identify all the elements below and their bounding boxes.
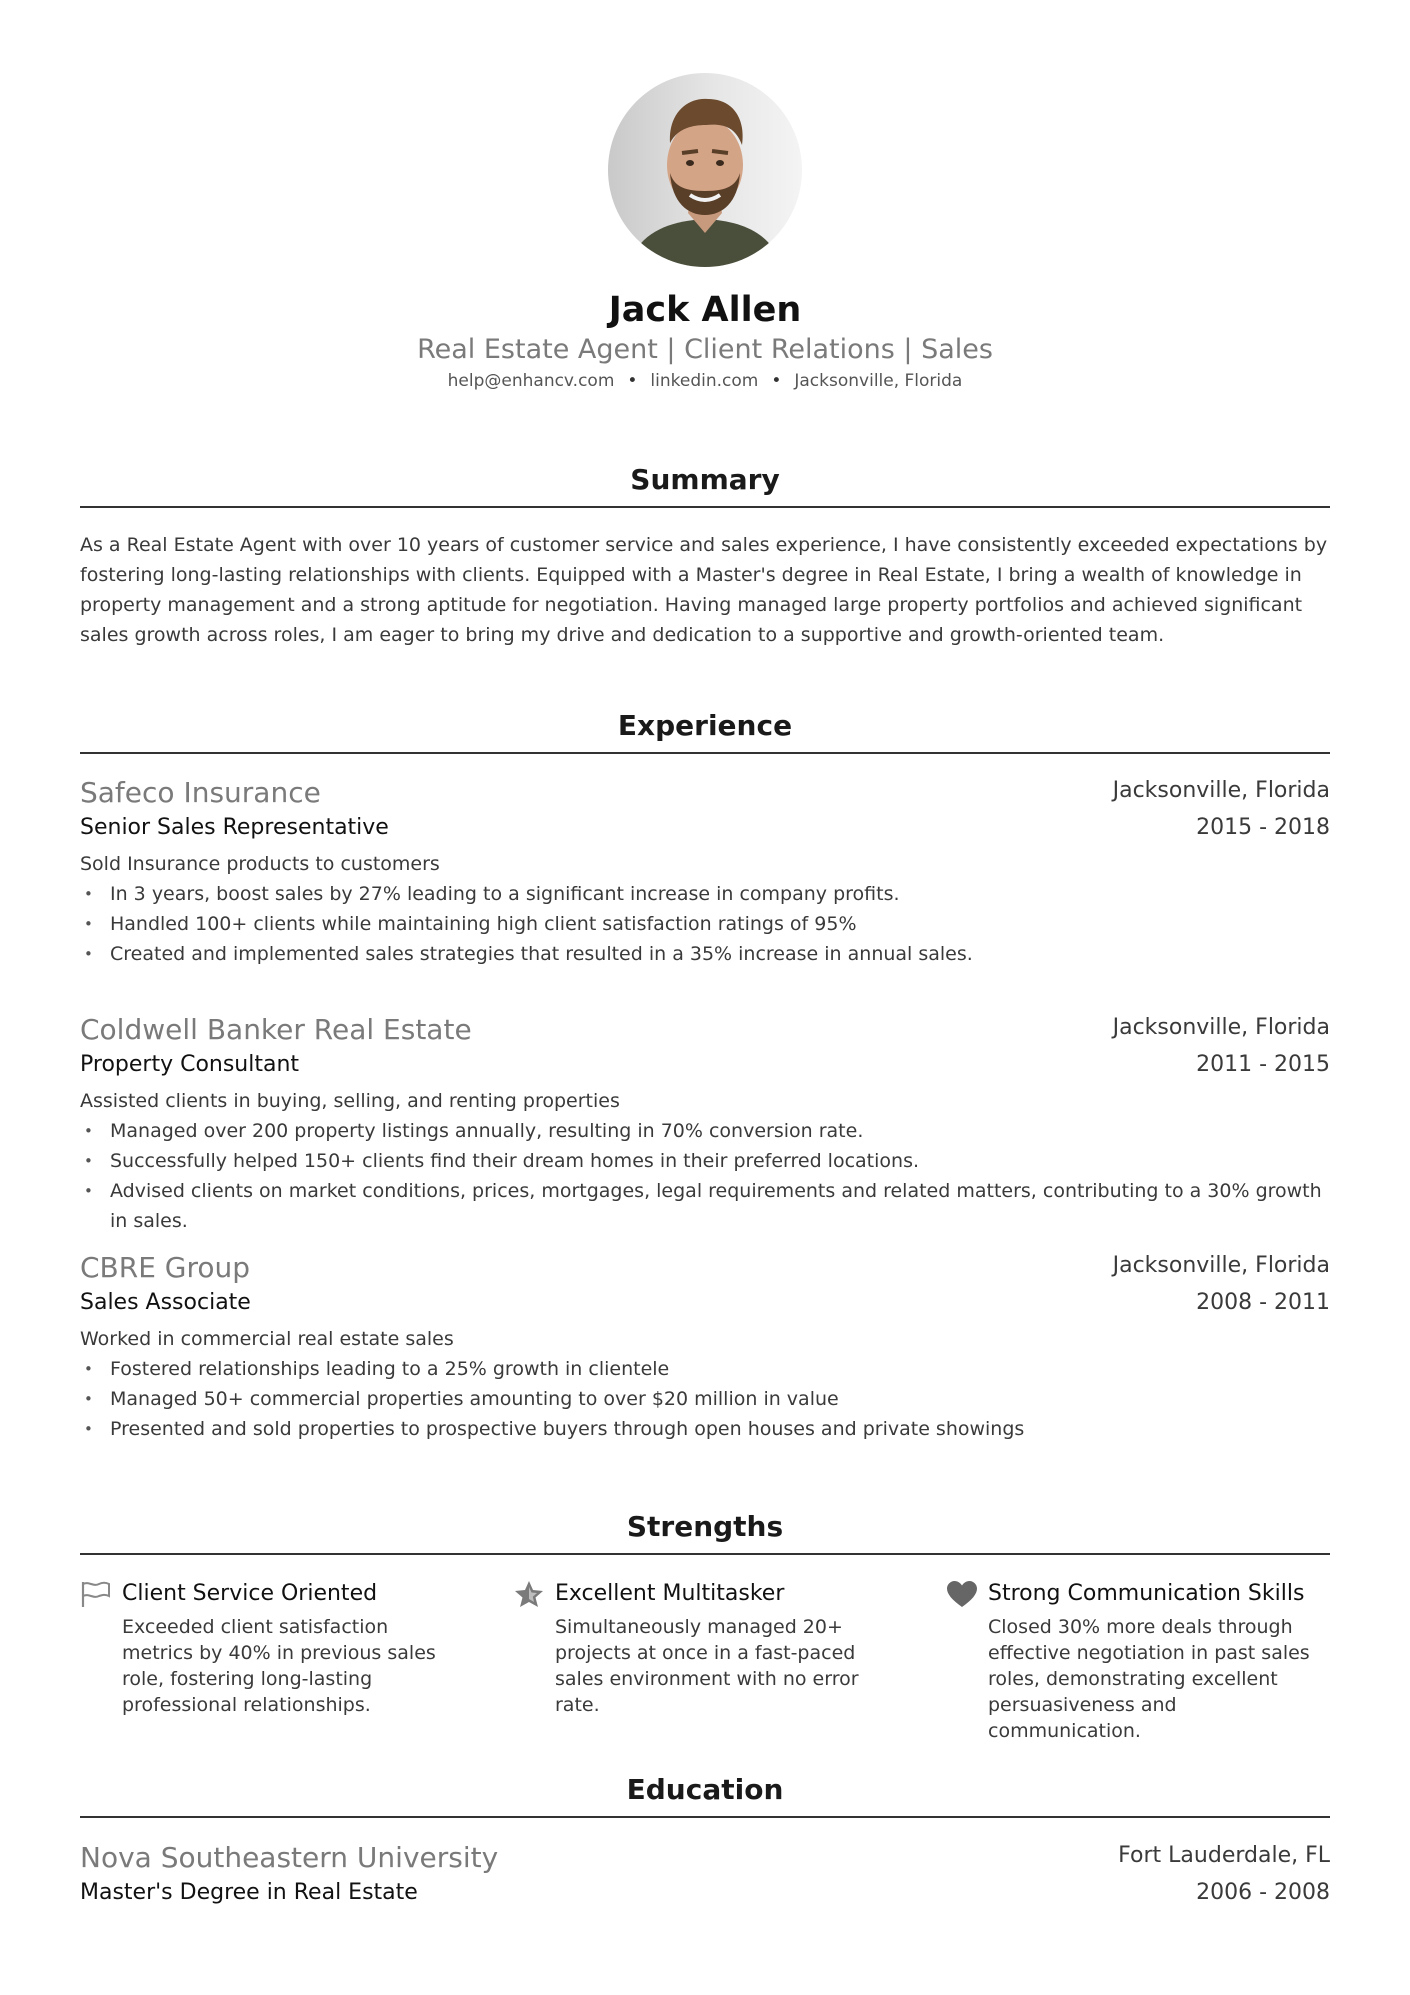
company-name: Safeco Insurance xyxy=(80,776,321,809)
star-icon xyxy=(513,1580,545,1608)
achievement-item: • Managed 50+ commercial properties amounting to over $20 million in value xyxy=(80,1384,1024,1414)
school-location: Fort Lauderdale, FL xyxy=(1118,1843,1330,1868)
degree-name: Master's Degree in Real Estate xyxy=(80,1880,418,1905)
strength-description: Closed 30% more deals through effective negotiation in past sales roles, demonstrating excellent persuasiveness and communication. xyxy=(988,1616,1310,1742)
section-divider xyxy=(80,1816,1330,1818)
summary-text: As a Real Estate Agent with over 10 years of customer service and sales experience, I have consistently exceeded expectations by fostering long-lasting relationships with clients. Equipped with a Master's degree in Real Estate, I bring a wealth of knowledge in property management and a strong aptitude for negotiation. Having managed large property portfolios and achieved significant sales growth across roles, I am eager to bring my drive and dedication to a supportive and growth-oriented team. xyxy=(80,534,1328,646)
company-name: CBRE Group xyxy=(80,1251,251,1284)
contact-linkedin[interactable]: linkedin.com xyxy=(650,371,759,391)
flag-icon xyxy=(80,1580,112,1608)
job-location: Jacksonville, Florida xyxy=(1112,1015,1330,1040)
separator-dot: • xyxy=(627,371,638,391)
school-name: Nova Southeastern University xyxy=(80,1841,499,1874)
job-location: Jacksonville, Florida xyxy=(1112,1253,1330,1278)
experience-entry xyxy=(80,775,1330,975)
job-role: Property Consultant xyxy=(80,1052,300,1077)
achievement-list xyxy=(80,879,973,969)
achievement-item: • Handled 100+ clients while maintaining high client satisfaction ratings of 95% xyxy=(80,909,973,939)
separator-dot: • xyxy=(771,371,782,391)
job-role: Sales Associate xyxy=(80,1290,251,1315)
heart-icon xyxy=(946,1580,978,1608)
section-divider xyxy=(80,1553,1330,1555)
contact-line xyxy=(80,371,1330,391)
achievement-list xyxy=(80,1116,1330,1236)
achievement-list xyxy=(80,1354,1024,1444)
job-dates: 2015 - 2018 xyxy=(1196,815,1330,840)
job-dates: 2011 - 2015 xyxy=(1196,1052,1330,1077)
achievement-item: • Successfully helped 150+ clients find their dream homes in their preferred locations. xyxy=(80,1146,1330,1176)
strength-description: Exceeded client satisfaction metrics by 40% in previous sales role, fostering long-lasting professional relationships. xyxy=(122,1616,436,1716)
strength-title: Excellent Multitasker xyxy=(555,1581,785,1606)
education-dates: 2006 - 2008 xyxy=(1196,1880,1330,1905)
section-title-education: Education xyxy=(626,1773,784,1806)
company-name: Coldwell Banker Real Estate xyxy=(80,1013,472,1046)
section-divider xyxy=(80,752,1330,754)
achievement-item: • Presented and sold properties to prospective buyers through open houses and private showings xyxy=(80,1414,1024,1444)
job-dates: 2008 - 2011 xyxy=(1196,1290,1330,1315)
candidate-title: Real Estate Agent | Client Relations | Sales xyxy=(417,334,993,365)
avatar xyxy=(608,73,802,267)
candidate-name: Jack Allen xyxy=(608,290,802,330)
profile-photo xyxy=(608,73,802,267)
achievement-item: • Managed over 200 property listings annually, resulting in 70% conversion rate. xyxy=(80,1116,1330,1146)
strength-description: Simultaneously managed 20+ projects at once in a fast-paced sales environment with no error rate. xyxy=(555,1616,859,1716)
achievement-item: • Advised clients on market conditions, prices, mortgages, legal requirements and related matters, contributing to a 30% growth in sales. xyxy=(80,1176,1330,1236)
job-description: Sold Insurance products to customers xyxy=(80,853,440,875)
job-location: Jacksonville, Florida xyxy=(1112,778,1330,803)
achievement-item: • Created and implemented sales strategies that resulted in a 35% increase in annual sales. xyxy=(80,939,973,969)
contact-email[interactable]: help@enhancv.com xyxy=(447,371,615,391)
resume-page xyxy=(80,0,1330,1995)
job-description: Assisted clients in buying, selling, and renting properties xyxy=(80,1090,620,1112)
section-title-summary: Summary xyxy=(630,463,780,496)
section-divider xyxy=(80,506,1330,508)
experience-entry xyxy=(80,1012,1330,1232)
job-description: Worked in commercial real estate sales xyxy=(80,1328,454,1350)
achievement-item: • Fostered relationships leading to a 25% growth in clientele xyxy=(80,1354,1024,1384)
section-title-strengths: Strengths xyxy=(626,1510,784,1543)
strength-title: Client Service Oriented xyxy=(122,1581,378,1606)
contact-location: Jacksonville, Florida xyxy=(794,371,963,391)
job-role: Senior Sales Representative xyxy=(80,815,389,840)
education-entry xyxy=(80,1840,1330,1920)
strength-title: Strong Communication Skills xyxy=(988,1581,1305,1606)
achievement-item: • In 3 years, boost sales by 27% leading to a significant increase in company profits. xyxy=(80,879,973,909)
section-title-experience: Experience xyxy=(617,709,793,742)
experience-entry xyxy=(80,1250,1330,1450)
